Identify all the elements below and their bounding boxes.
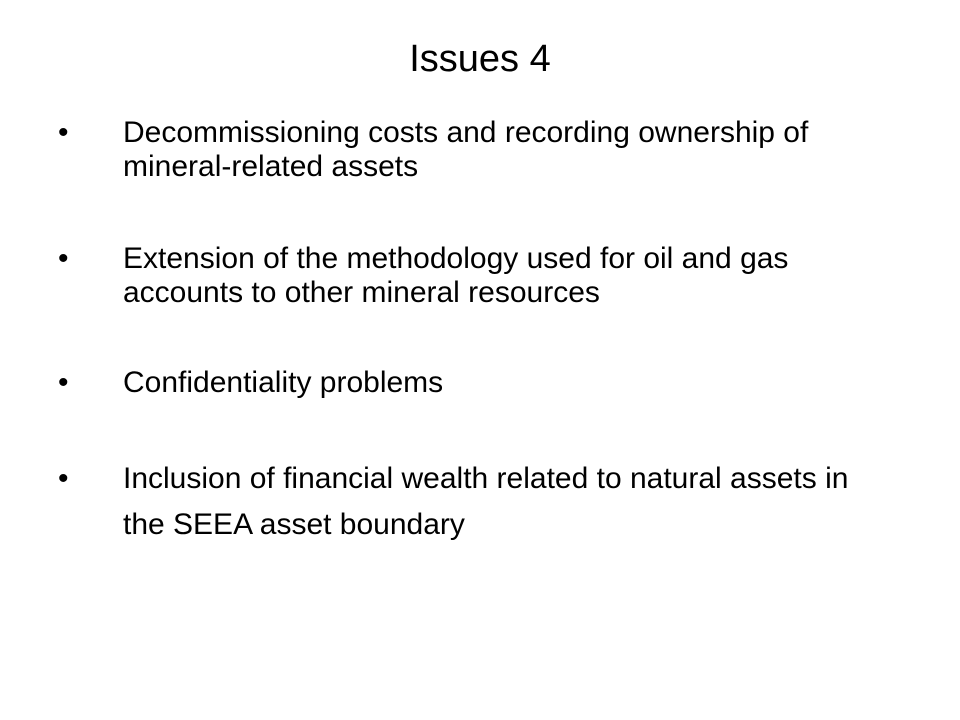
slide-title: Issues 4: [409, 38, 551, 80]
bullet-text: Decommissioning costs and recording ownership of mineral-related assets: [123, 116, 809, 183]
bullet-icon: •: [58, 242, 69, 275]
bullet-text: Extension of the methodology used for oil and gas accounts to other mineral resources: [123, 242, 789, 309]
bullet-text: Confidentiality problems: [123, 366, 444, 399]
bullet-text: Inclusion of financial wealth related to natural assets in the SEEA asset boundary: [123, 462, 849, 541]
bullet-icon: •: [58, 462, 69, 495]
bullet-icon: •: [58, 366, 69, 399]
bullet-icon: •: [58, 116, 69, 149]
